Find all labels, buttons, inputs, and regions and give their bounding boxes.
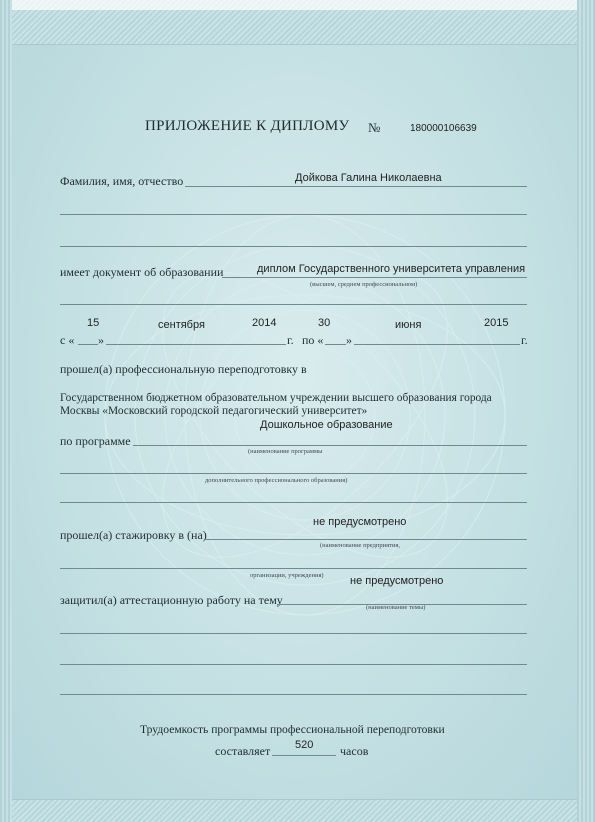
workload-prefix: составляет [215,744,271,758]
guilloche-border-left [0,0,12,822]
thesis-label: защитил(а) аттестационную работу на тему [60,593,283,607]
internship-value: не предусмотрено [313,516,407,528]
name-value: Дойкова Галина Николаевна [295,172,442,184]
blank-line [60,214,527,215]
internship-label: прошел(а) стажировку в (на) [60,528,207,542]
education-hint: (высшем, среднем профессиональном) [310,281,418,288]
to-month: июня [395,319,422,331]
from-date-line [106,344,286,345]
name-label: Фамилия, имя, отчество [60,174,184,188]
name-line [185,186,527,187]
program-line [133,445,527,446]
institution-line-2: Москвы «Московский городской педагогический университет» [60,405,368,417]
education-line [222,277,527,278]
program-hint-1: (наименование программы [248,448,323,455]
blank-line [60,246,527,247]
hours-line [272,755,336,756]
education-value: диплом Государственного университета управления [257,263,526,275]
blank-line [60,502,527,503]
blank-line [60,633,527,634]
from-month: сентября [158,319,205,331]
internship-line [205,539,527,540]
thesis-hint: (наименование темы) [366,604,426,611]
workload-suffix: часов [340,744,369,758]
diploma-number: 180000106639 [410,123,477,134]
from-day: 15 [87,317,100,329]
to-day-line [325,344,346,345]
period-to-prefix: по « [302,333,324,347]
period-from-prefix: с « [60,333,75,347]
workload-hours: 520 [295,739,314,751]
blank-line [60,694,527,695]
program-hint-2: дополнительного профессионального образования) [205,477,348,484]
year-suffix: г. [287,333,294,347]
guilloche-border-top [0,0,595,45]
program-value: Дошкольное образование [260,419,393,431]
blank-line [60,473,527,474]
from-day-line [78,344,98,345]
program-label: по программе [60,434,131,448]
period-quote-close: » [98,333,104,347]
internship-hint-1: (наименование предприятия, [320,542,401,549]
workload-line-1: Трудоемкость программы профессиональной переподготовки [140,723,445,736]
year-suffix-end: г. [521,333,528,347]
document-title: ПРИЛОЖЕНИЕ К ДИПЛОМУ [145,118,350,134]
education-label: имеет документ об образовании [60,265,224,279]
guilloche-border-bottom [0,799,595,822]
blank-line [60,568,527,569]
to-day: 30 [318,317,331,329]
from-year: 2014 [252,317,277,329]
institution-line-1: Государственном бюджетном образовательном учреждении высшего образования города [60,392,492,404]
to-date-line [354,344,520,345]
to-year: 2015 [484,317,509,329]
number-sign: № [368,120,381,135]
guilloche-border-right [577,0,595,822]
retraining-label: прошел(а) профессиональную переподготовку в [60,362,307,376]
blank-line [60,304,527,305]
internship-hint-2: организации, учреждения) [250,572,324,579]
blank-line [60,664,527,665]
period-quote-close: » [346,333,352,347]
thesis-value: не предусмотрено [350,575,444,587]
